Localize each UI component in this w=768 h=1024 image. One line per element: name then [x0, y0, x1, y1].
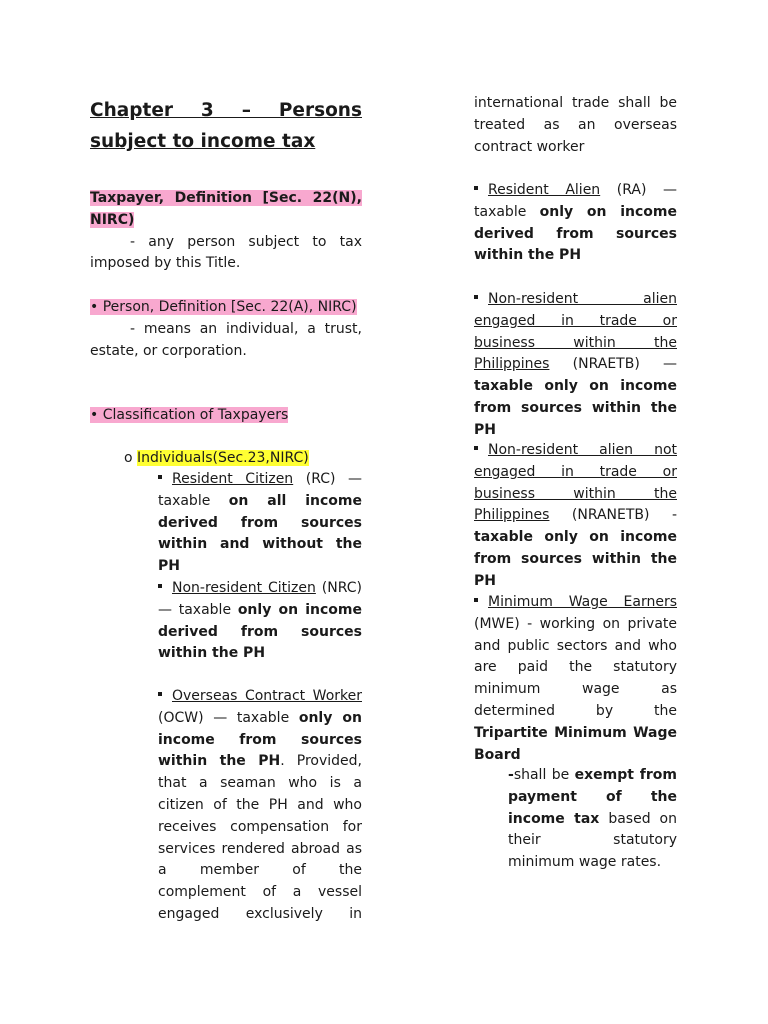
exempt-bold: exempt from payment of the income tax	[508, 767, 677, 827]
ocw-continuation	[474, 93, 677, 158]
ra-text: (RA) — taxable	[474, 182, 677, 220]
exempt-pre: shall be	[513, 767, 575, 783]
nranetb-bold: taxable only on income from sources within the PH	[474, 529, 677, 589]
mwe-item	[474, 592, 677, 766]
taxpayer-definition: - any person subject to tax imposed by this Title.	[90, 233, 362, 272]
resident-alien-item	[474, 180, 677, 267]
individuals-label: Individuals(Sec.23,NIRC)	[137, 450, 309, 466]
bullet-icon	[474, 598, 478, 602]
continuation-text: international trade shall be treated as an overseas contract worker	[474, 95, 677, 155]
bullet-icon	[158, 584, 162, 588]
rc-name: Resident Citizen	[172, 471, 294, 487]
nraetb-bold: taxable only on income from sources within the PH	[474, 378, 677, 438]
chapter-title	[90, 95, 362, 157]
nraetb-text: (NRAETB) —	[549, 356, 677, 373]
individuals-item	[124, 448, 364, 470]
nranetb-item	[474, 440, 677, 593]
resident-citizen-item	[158, 469, 362, 578]
bullet-icon	[474, 295, 478, 299]
ra-name: Resident Alien	[488, 182, 601, 198]
mwe-bold: Tripartite Minimum Wage Board	[474, 724, 677, 763]
taxpayer-section	[90, 188, 362, 275]
nonresident-citizen-item	[158, 578, 362, 665]
ocw-bold: only on income from sources within the PH	[158, 709, 363, 770]
classification-heading: • Classification of Taxpayers	[90, 407, 289, 423]
nraetb-item	[474, 289, 677, 442]
person-definition: - means an individual, a trust, estate, or corporation.	[90, 320, 362, 359]
bullet-icon	[474, 186, 478, 190]
ocw-proviso: . Provided, that a seaman who is a citizen of the PH and who receives compensation for services rendered abroad as a member of the complement of a vessel engaged exclusively in	[158, 753, 362, 922]
chapter-title-line2: subject to income tax	[90, 131, 316, 152]
nrc-name: Non-resident Citizen	[172, 580, 316, 596]
rc-text: (RC) — taxable	[158, 471, 362, 509]
exempt-post: based on their statutory minimum wage rates.	[508, 810, 677, 871]
person-section	[90, 297, 362, 362]
mwe-exemption	[508, 765, 677, 874]
ocw-name: Overseas Contract Worker	[172, 688, 362, 704]
classification-section	[90, 405, 362, 427]
mwe-text: (MWE) - working on private and public sectors and who are paid the statutory minimum wage as determined by the	[474, 615, 677, 719]
bullet-icon	[474, 446, 478, 450]
bullet-icon	[158, 475, 162, 479]
person-heading: • Person, Definition [Sec. 22(A), NIRC)	[90, 299, 357, 315]
list-marker: o	[124, 450, 133, 466]
chapter-title-line1: Chapter 3 – Persons	[90, 100, 362, 121]
nrc-text: (NRC) — taxable	[158, 580, 362, 618]
nranetb-text: (NRANETB) -	[549, 507, 677, 524]
bullet-icon	[158, 692, 162, 696]
nrc-bold: only on income derived from sources within the PH	[158, 601, 362, 662]
ra-bold: only on income derived from sources within the PH	[474, 203, 678, 264]
nraetb-name: Non-resident alien engaged in trade or business within the Philippines	[474, 291, 677, 373]
mwe-name: Minimum Wage Earners	[488, 594, 677, 610]
exempt-dash: -	[508, 767, 514, 783]
ocw-item	[158, 686, 362, 926]
nranetb-name: Non-resident alien not engaged in trade or business within the Philippines	[474, 442, 677, 524]
ocw-text: (OCW) — taxable	[158, 709, 299, 726]
taxpayer-heading: Taxpayer, Definition [Sec. 22(N), NIRC)	[90, 190, 362, 228]
rc-bold: on all income derived from sources within and without the PH	[158, 492, 362, 575]
